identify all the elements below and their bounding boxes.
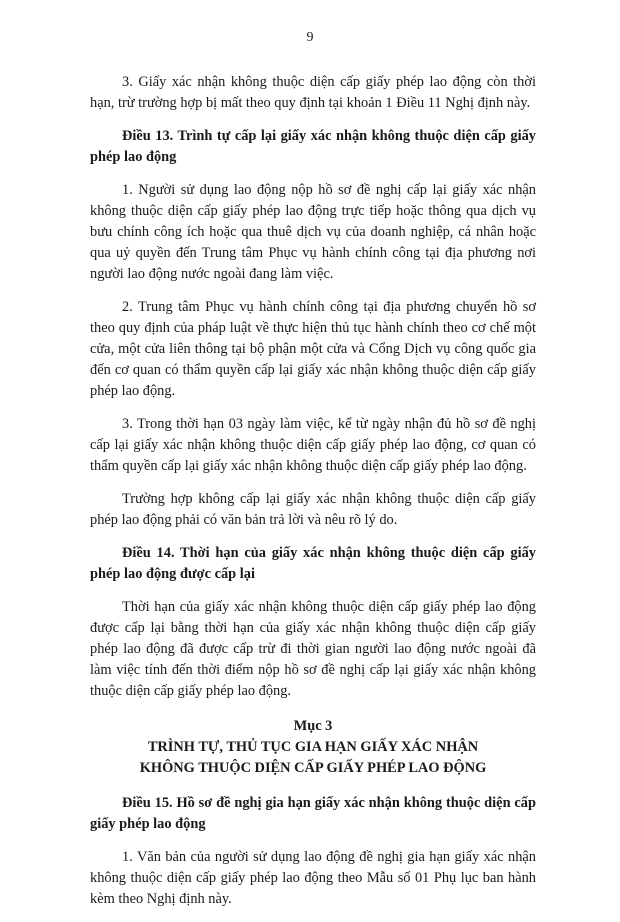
paragraph: 1. Văn bản của người sử dụng lao động đề nghị gia hạn giấy xác nhận không thuộc diện cấp giấy phép lao động theo Mẫu số 01 Phụ lục ban hành kèm theo Nghị định này. (90, 849, 536, 907)
page-number: 9 (306, 30, 314, 45)
paragraph: 3. Giấy xác nhận không thuộc diện cấp giấy phép lao động còn thời hạn, trừ trường hợp bị mất theo quy định tại khoản 1 Điều 11 Nghị định này. (90, 74, 536, 111)
article-heading: Điều 14. Thời hạn của giấy xác nhận không thuộc diện cấp giấy phép lao động được cấp lại (90, 545, 536, 582)
article-heading: Điều 13. Trình tự cấp lại giấy xác nhận không thuộc diện cấp giấy phép lao động (90, 128, 536, 165)
paragraph: Thời hạn của giấy xác nhận không thuộc diện cấp giấy phép lao động được cấp lại bằng thời hạn của giấy xác nhận không thuộc diện cấp giấy phép lao động đã được cấp trừ đi thời gian người lao động nước ngoài đã làm việc tính đến thời điểm nộp hồ sơ đề nghị cấp lại giấy xác nhận không thuộc diện cấp giấy phép lao động. (90, 599, 536, 699)
section-title-line: Mục 3 (293, 718, 333, 734)
paragraph: 1. Người sử dụng lao động nộp hồ sơ đề nghị cấp lại giấy xác nhận không thuộc diện cấp giấy phép lao động trực tiếp hoặc thông qua dịch vụ bưu chính công ích hoặc qua thuê dịch vụ của doanh nghiệp, cá nhân hoặc qua uỷ quyền đến Trung tâm Phục vụ hành chính công tại địa phương nơi người lao động nước ngoài đang làm việc. (90, 182, 536, 282)
paragraph: 3. Trong thời hạn 03 ngày làm việc, kể từ ngày nhận đủ hồ sơ đề nghị cấp lại giấy xác nhận không thuộc diện cấp giấy phép lao động, cơ quan có thẩm quyền cấp lại giấy xác nhận không thuộc diện cấp giấy phép lao động. (90, 416, 536, 474)
section-title-line: TRÌNH TỰ, THỦ TỤC GIA HẠN GIẤY XÁC NHẬN (147, 739, 479, 755)
section-title-line: KHÔNG THUỘC DIỆN CẤP GIẤY PHÉP LAO ĐỘNG (139, 760, 487, 776)
section-title (90, 716, 536, 779)
paragraph: Trường hợp không cấp lại giấy xác nhận không thuộc diện cấp giấy phép lao động phải có văn bản trả lời và nêu rõ lý do. (90, 491, 536, 528)
document-body (90, 72, 536, 922)
paragraph: 2. Trung tâm Phục vụ hành chính công tại địa phương chuyển hồ sơ theo quy định của pháp luật về thực hiện thủ tục hành chính theo cơ chế một cửa, một cửa liên thông tại bộ phận một cửa và Cổng Dịch vụ công quốc gia đến cơ quan có thẩm quyền cấp lại giấy xác nhận không thuộc diện cấp giấy phép lao động. (90, 299, 536, 399)
article-heading: Điều 15. Hồ sơ đề nghị gia hạn giấy xác nhận không thuộc diện cấp giấy phép lao động (90, 795, 536, 832)
